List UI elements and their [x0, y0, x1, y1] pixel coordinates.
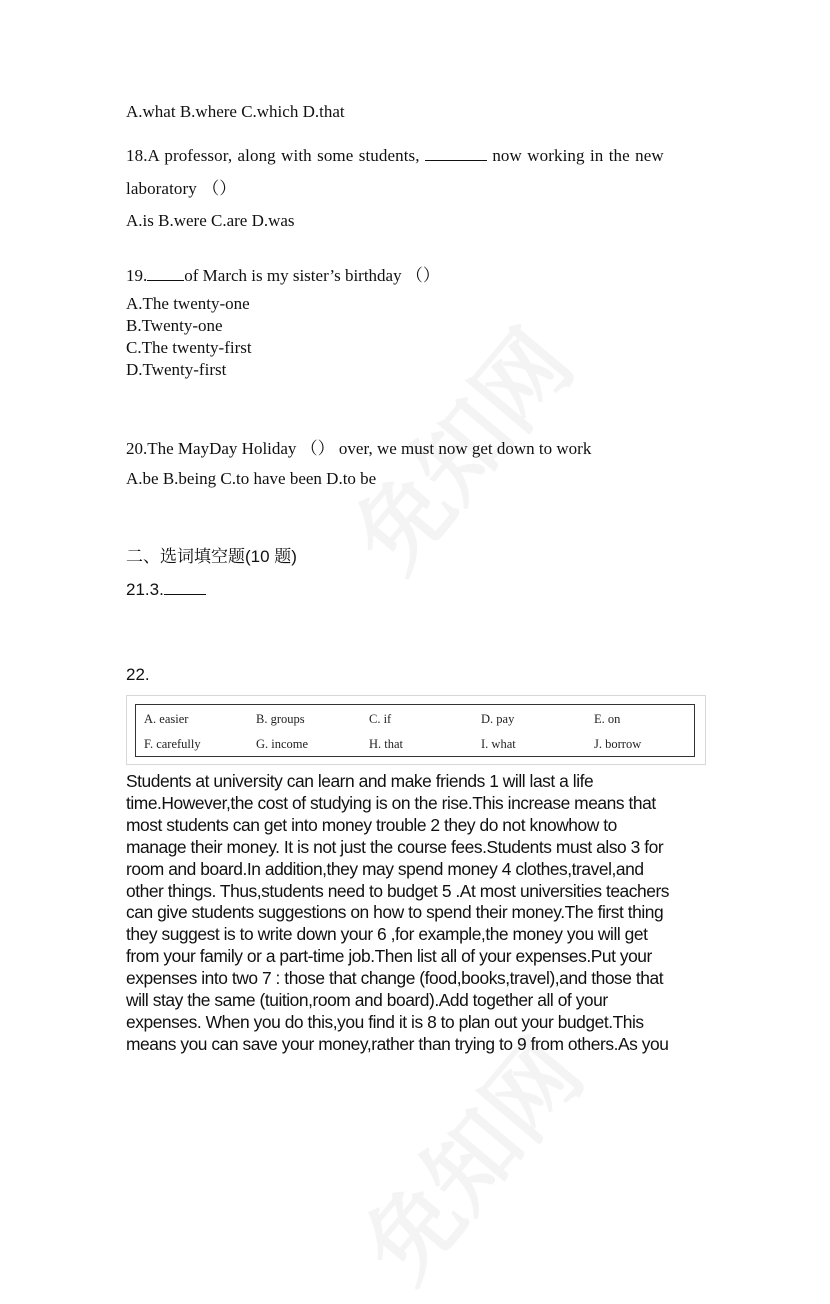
- q20-options: A.be B.being C.to have been D.to be: [126, 469, 377, 488]
- q19-number: 19.: [126, 266, 148, 285]
- q18-question-start: 18.A professor, along with some students,: [126, 146, 425, 165]
- q21-label: 21.3.: [126, 580, 164, 599]
- passage-line: room and board.In addition,they may spend money 4 clothes,travel,and: [126, 858, 644, 879]
- word-bank-table: [135, 704, 695, 757]
- word-option-a: A. easier: [144, 712, 189, 726]
- word-bank-image: [126, 695, 706, 765]
- word-option-d: D. pay: [481, 712, 515, 726]
- passage-line: manage their money. It is not just the course fees.Students must also 3 for: [126, 836, 664, 857]
- section-title: 二、选词填空题(10 题): [126, 547, 297, 566]
- passage-line: can give students suggestions on how to spend their money.The first thing: [126, 902, 664, 923]
- q18-question: [126, 146, 664, 166]
- q21-question: [126, 579, 206, 600]
- word-option-b: B. groups: [256, 712, 305, 726]
- passage-line: other things. Thus,students need to budget 5 .At most universities teachers: [126, 880, 670, 901]
- word-option-h: H. that: [369, 737, 404, 751]
- passage-line: time.However,the cost of studying is on the rise.This increase means that: [126, 792, 656, 813]
- passage-line: from your family or a part-time job.Then list all of your expenses.Put your: [126, 946, 652, 967]
- q18-answer-blank[interactable]: [425, 146, 487, 161]
- q19-option-c: C.The twenty-first: [126, 338, 252, 357]
- q19-option-b: B.Twenty-one: [126, 316, 223, 335]
- word-option-f: F. carefully: [144, 737, 201, 751]
- q19-option-a: A.The twenty-one: [126, 294, 250, 313]
- q18-options: A.is B.were C.are D.was: [126, 211, 295, 230]
- q20-question: 20.The MayDay Holiday （） over, we must now get down to work: [126, 439, 592, 458]
- q21-answer-blank[interactable]: [164, 579, 206, 595]
- word-option-c: C. if: [369, 712, 392, 726]
- passage-line: Students at university can learn and make friends 1 will last a life: [126, 771, 594, 791]
- word-option-i: I. what: [481, 737, 516, 751]
- reading-passage: [126, 771, 716, 1056]
- word-option-g: G. income: [256, 737, 309, 751]
- passage-line: will stay the same (tuition,room and board).Add together all of your: [126, 990, 608, 1011]
- passage-line: means you can save your money,rather than trying to 9 from others.As you: [126, 1033, 669, 1054]
- passage-line: expenses into two 7 : those that change (food,books,travel),and those that: [126, 968, 664, 989]
- passage-line: most students can get into money trouble 2 they do not knowhow to: [126, 814, 617, 835]
- passage-line: they suggest is to write down your 6 ,for example,the money you will get: [126, 924, 648, 945]
- q22-label: 22.: [126, 665, 150, 684]
- q18-question-line2: laboratory （）: [126, 179, 237, 198]
- q17-options: A.what B.where C.which D.that: [126, 102, 345, 121]
- passage-line: expenses. When you do this,you find it is 8 to plan out your budget.This: [126, 1011, 644, 1032]
- q19-option-d: D.Twenty-first: [126, 360, 227, 379]
- word-option-j: J. borrow: [594, 737, 642, 751]
- q19-question: [126, 261, 440, 286]
- q18-question-end: now working in the new: [486, 146, 664, 165]
- word-option-e: E. on: [594, 712, 621, 726]
- q19-question-text: of March is my sister’s birthday （）: [184, 266, 440, 285]
- q19-answer-blank[interactable]: [147, 266, 184, 281]
